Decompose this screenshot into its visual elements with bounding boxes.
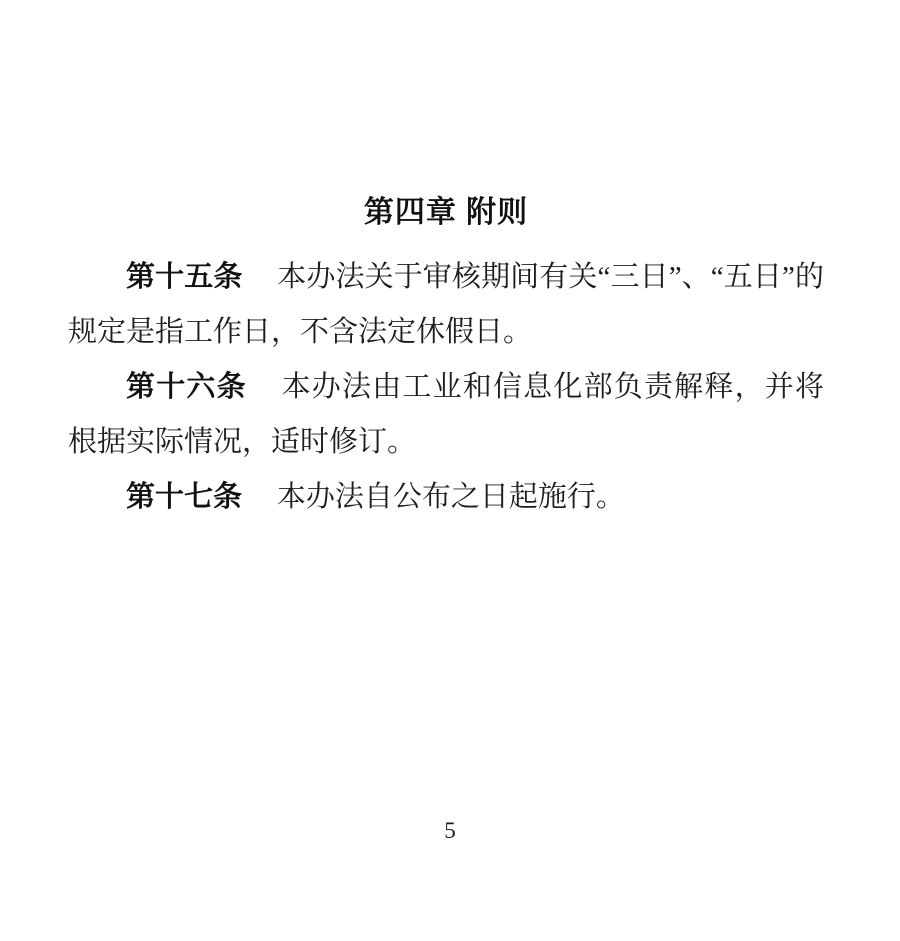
article-text: 本办法自公布之日起施行。 xyxy=(276,481,625,513)
article-number: 第十六条 xyxy=(126,371,247,403)
article-paragraph xyxy=(68,360,824,470)
article-paragraph xyxy=(68,250,824,360)
page-number: 5 xyxy=(444,818,456,843)
article-paragraph xyxy=(68,470,824,525)
chapter-heading: 第四章 附则 xyxy=(363,196,529,229)
document-content xyxy=(68,194,824,525)
article-text: 本办法关于审核期间有关“三日”、“五日”的规定是指工作日，不含法定休假日。 xyxy=(68,261,824,348)
article-text: 本办法由工业和信息化部负责解释，并将根据实际情况，适时修订。 xyxy=(68,371,824,458)
article-number: 第十七条 xyxy=(126,481,243,513)
article-number: 第十五条 xyxy=(126,261,243,293)
